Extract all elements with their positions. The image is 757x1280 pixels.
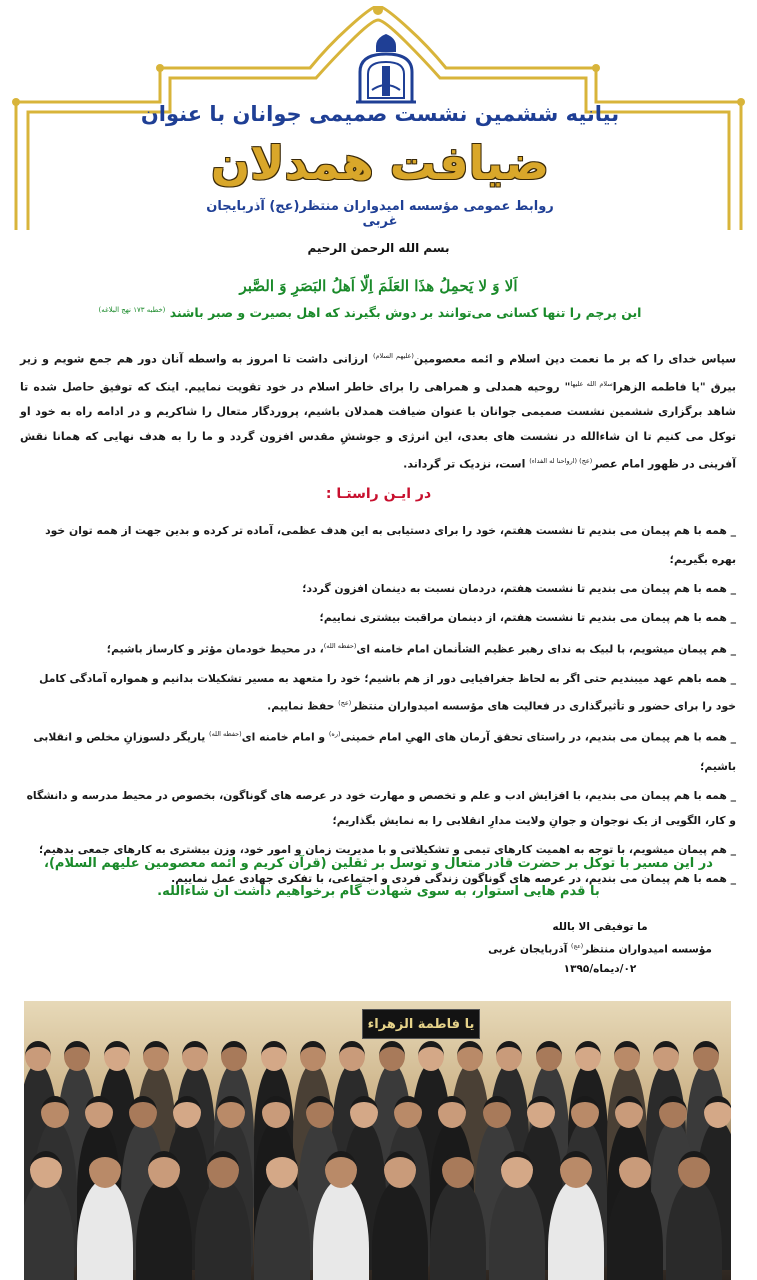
closing-line-1: در این مسیر با توکل بر حضرت قادر متعال و توسل بر ثقلین (قرآن کریم و ائمه معصومین علیهم السلام)، bbox=[44, 856, 713, 871]
person-head bbox=[457, 1041, 483, 1071]
commitment-text: همه با هم پیمان می بندیم تا نشست هفتم، دردمان نسبت به دینمان افزون گردد؛ bbox=[302, 582, 727, 595]
intro-part-4: است، نزدیک تر گرداند. bbox=[403, 457, 530, 471]
person-head bbox=[261, 1041, 287, 1071]
person-head bbox=[536, 1041, 562, 1071]
person-head bbox=[527, 1096, 555, 1128]
person-head bbox=[148, 1151, 180, 1188]
bismillah: بسم الله الرحمن الرحیم bbox=[307, 241, 450, 255]
person-head bbox=[442, 1151, 474, 1188]
verse-source: (خطبه ۱۷۳ نهج البلاغه) bbox=[98, 305, 166, 314]
person-head bbox=[379, 1041, 405, 1071]
person-head bbox=[300, 1041, 326, 1071]
commitments-list bbox=[20, 516, 736, 893]
person-head bbox=[85, 1096, 113, 1128]
section-title: در ایـن راستـا : bbox=[325, 486, 432, 502]
person-head bbox=[575, 1041, 601, 1071]
commitment-text-after: ، در محیط خودمان مؤثر و کارساز باشیم؛ bbox=[106, 642, 324, 656]
person-head bbox=[25, 1041, 51, 1071]
commitment-text: همه با هم پیمان می بندیم، در عرصه های گوناگون زندگی فردی و اجتماعی، با تفکری جهادی عمل نماییم. bbox=[171, 871, 727, 885]
person-head bbox=[89, 1151, 121, 1188]
person-head bbox=[496, 1041, 522, 1071]
commitment-text: همه با هم پیمان می بندیم تا نشست هفتم، از دینمان مراقبت بیشتری نماییم؛ bbox=[319, 611, 727, 624]
commitment-sup: (حفظه الله) bbox=[323, 642, 357, 650]
person-head bbox=[221, 1041, 247, 1071]
commitment-text-after: و امام خامنه ای bbox=[241, 730, 329, 744]
intro-part-2: ارزانی داشت تا امروز به واسطه آنان دور هم جمع شویم و زیر بیرق "یا فاطمه الزهرا bbox=[20, 352, 737, 394]
commitment-text-after-2: یاریگر دلسوزانِ مخلص و انقلابی باشیم؛ bbox=[33, 730, 736, 773]
list-item bbox=[20, 666, 736, 719]
commitment-text: همه با هم پیمان می بندیم، با افزایش ادب و علم و تخصص و مهارت خود در عرصه های گوناگون، بخصوص در محیط مدرسه و دانشگاه و کار، الگویی از یک نوجوان و جوانِ ولایت مدارِ انقلابی را به نمایش بگذاریم؛ bbox=[26, 788, 736, 827]
commitment-text: همه باهم عهد میبندیم حتی اگر به لحاظ جغرافیایی دور از هم باشیم؛ خود را متعهد به مسیر تشکیلات بدانیم و همواره آمادگی کامل خود را برای حضور و تأثیرگذاری در فعالیت های مؤسسه امیدواران منتظر bbox=[39, 671, 736, 713]
intro-part-3: " روحیه همدلی و همراهی را برای خاطر اسلام در خود تقویت نماییم. اینک که توفیق حاصل شده تا شاهد برگزاری ششمین نشست صمیمی جوانان با عنوان ضیافت همدلان باشیم، پروردگار متعال را شاکریم و در ادامه راه به خود او توکل می کنیم تا ان شاءالله در نشست های بعدی، این انرژی و جوششِ مقدس افزون گردد و ما را به هدف نهایی که همانا نقش آفرینی در ظهور امام عصر bbox=[20, 380, 736, 471]
commitment-text-after: حفظ نماییم. bbox=[267, 699, 339, 713]
person-head bbox=[64, 1041, 90, 1071]
commitment-text: همه با هم پیمان می بندیم تا نشست هفتم، خود را برای دستیابی به این هدف عظمی، آماده تر کرده و بدین جهت از همه توان خود بهره بگیریم؛ bbox=[45, 524, 736, 566]
photo-banner: یا فاطمة الزهراء bbox=[362, 1009, 480, 1039]
commitment-sup: (عج) bbox=[338, 698, 352, 707]
person-head bbox=[339, 1041, 365, 1071]
person-head bbox=[678, 1151, 710, 1188]
signature-sup: (عج) bbox=[570, 943, 584, 950]
person-head bbox=[614, 1041, 640, 1071]
signature-block bbox=[470, 918, 730, 979]
person-head bbox=[571, 1096, 599, 1128]
verse-arabic: اَلا وَ لا یَحمِلُ هذَا العَلَمَ اِلّا اَهلُ البَصَرِ وَ الصَّبر bbox=[239, 277, 518, 295]
person-head bbox=[306, 1096, 334, 1128]
person-head bbox=[104, 1041, 130, 1071]
verse-translation bbox=[20, 305, 720, 320]
list-item bbox=[20, 603, 736, 632]
person-head bbox=[30, 1151, 62, 1188]
signature-line-1: ما توفیقی الا بالله bbox=[552, 921, 648, 933]
person-head bbox=[418, 1041, 444, 1071]
person-head bbox=[262, 1096, 290, 1128]
header-banner bbox=[10, 6, 747, 232]
person-head bbox=[653, 1041, 679, 1071]
person-head bbox=[384, 1151, 416, 1188]
main-title: ضیافت همدلان bbox=[210, 136, 550, 190]
signature-line-2 bbox=[470, 937, 730, 960]
intro-sup-2: سلام الله علیها bbox=[570, 379, 613, 388]
person-head bbox=[704, 1096, 731, 1128]
signature-org: مؤسسه امیدواران منتظر bbox=[583, 943, 712, 956]
intro-sup-3: (عج) (ارواحنا له الفداء) bbox=[529, 457, 593, 466]
signature-region: آذربایجان غربی bbox=[488, 943, 571, 956]
intro-part-1: سپاس خدای را که بر ما نعمت دین اسلام و ائمه معصومین bbox=[413, 352, 737, 366]
closing-statement bbox=[30, 850, 727, 906]
person-head bbox=[325, 1151, 357, 1188]
commitment-text: هم پیمان میشویم، با لبیک به ندای رهبر عظیم الشأنمان امام خامنه ای bbox=[356, 642, 727, 656]
person-head bbox=[350, 1096, 378, 1128]
commitment-text: هم پیمان میشویم، با توجه به اهمیت کارهای تیمی و تشکیلاتی و با مدیریت زمان و امور خود، وزن بیشتری به کارهای جمعی بدهیم؛ bbox=[38, 842, 727, 856]
intro-sup-1: (علیهم السلام) bbox=[372, 352, 414, 360]
institute-logo-icon bbox=[352, 32, 420, 106]
list-item bbox=[20, 720, 736, 781]
list-item bbox=[20, 574, 736, 603]
person-head bbox=[207, 1151, 239, 1188]
person-head bbox=[41, 1096, 69, 1128]
header-subtitle-bottom: روابط عمومی مؤسسه امیدواران منتظر(عج) آذربایجان غربی bbox=[206, 199, 554, 229]
header-subtitle-top: بیانیه ششمین نشست صمیمی جوانان با عنوان bbox=[140, 102, 620, 126]
list-item bbox=[20, 516, 736, 574]
person-head bbox=[143, 1041, 169, 1071]
commitment-sup-2: (حفظه الله) bbox=[209, 730, 242, 739]
intro-paragraph bbox=[20, 344, 736, 477]
person-head bbox=[560, 1151, 592, 1188]
person-head bbox=[501, 1151, 533, 1188]
group-photo bbox=[24, 1001, 731, 1280]
closing-line-2: با قدم هایی استوار، به سوی شهادت گام برخواهیم داشت ان شاءالله. bbox=[157, 884, 600, 899]
person-head bbox=[693, 1041, 719, 1071]
person-head bbox=[619, 1151, 651, 1188]
list-item bbox=[20, 632, 736, 664]
signature-date: ۰۲/دیماه/۱۳۹۵ bbox=[563, 962, 637, 975]
verse-translation-text: این پرچم را تنها کسانی می‌توانند بر دوش بگیرند که اهل بصیرت و صبر باشند bbox=[169, 305, 642, 320]
commitment-sup: (ره) bbox=[328, 730, 341, 739]
person-head bbox=[182, 1041, 208, 1071]
commitment-text: همه با هم پیمان می بندیم، در راستای تحقق آرمان های الهیِ امام خمینی bbox=[340, 730, 727, 744]
person-head bbox=[266, 1151, 298, 1188]
list-item bbox=[20, 783, 736, 833]
person-head bbox=[483, 1096, 511, 1128]
